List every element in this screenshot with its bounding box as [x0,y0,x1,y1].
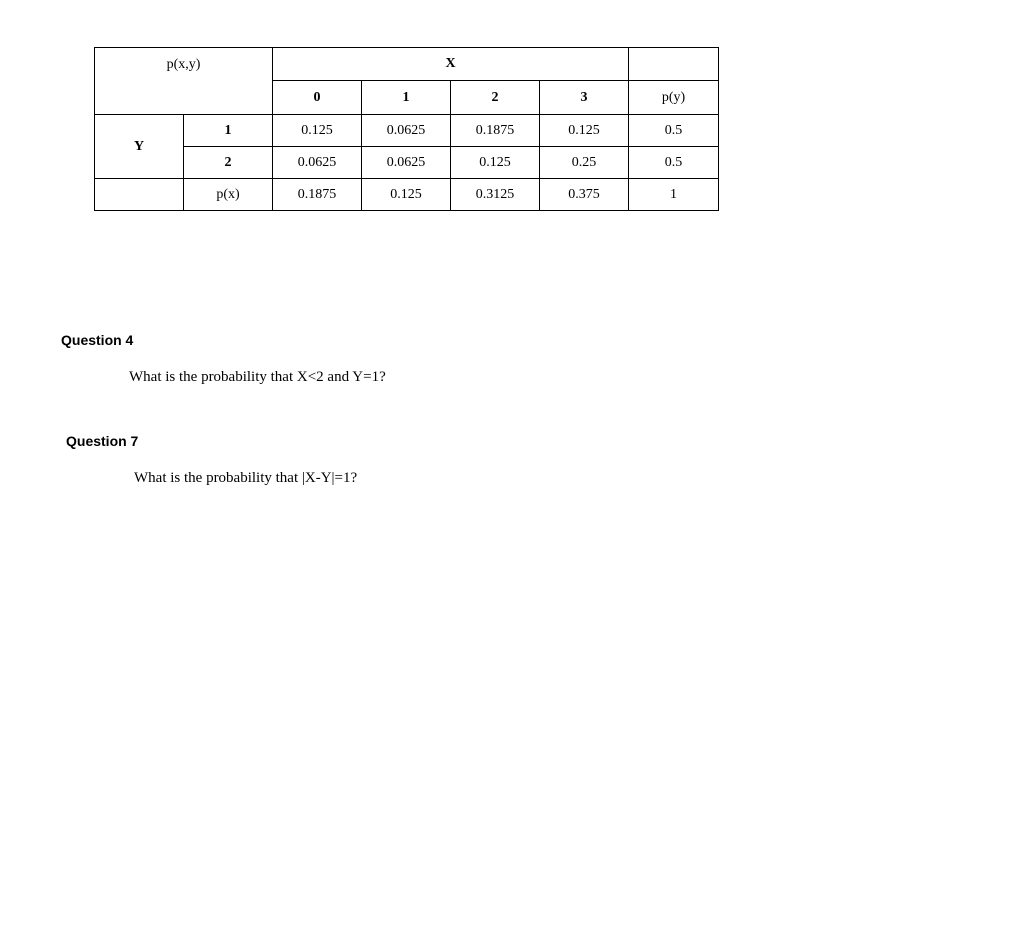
corner-cell [95,48,273,115]
px-cell: 0.375 [540,179,629,211]
question-7-text: What is the probability that |X-Y|=1? [134,470,358,486]
py-cell: 0.5 [629,147,719,179]
py-header: p(y) [629,81,719,115]
y-value-header: 2 [184,147,273,179]
x-value-header: 0 [273,81,362,115]
corner-label: p(x,y) [166,57,201,72]
y-header: Y [95,115,184,179]
x-header: X [273,48,629,81]
x-value-header: 3 [540,81,629,115]
probability-cell: 0.25 [540,147,629,179]
probability-cell: 0.1875 [451,115,540,147]
empty-header-cell [629,48,719,81]
probability-cell: 0.125 [273,115,362,147]
px-header: p(x) [184,179,273,211]
table-row [95,179,719,211]
table-row [95,147,719,179]
table-row [95,115,719,147]
joint-probability-table [94,47,719,211]
probability-cell: 0.0625 [362,147,451,179]
y-value-header: 1 [184,115,273,147]
px-cell: 0.125 [362,179,451,211]
probability-cell: 0.0625 [362,115,451,147]
question-4-heading: Question 4 [61,332,134,348]
question-4-text: What is the probability that X<2 and Y=1? [129,369,386,385]
probability-cell: 0.0625 [273,147,362,179]
total-cell: 1 [629,179,719,211]
x-value-header: 2 [451,81,540,115]
py-cell: 0.5 [629,115,719,147]
probability-cell: 0.125 [540,115,629,147]
probability-cell: 0.125 [451,147,540,179]
empty-cell [95,179,184,211]
px-cell: 0.1875 [273,179,362,211]
question-7-heading: Question 7 [66,433,139,449]
x-value-header: 1 [362,81,451,115]
px-cell: 0.3125 [451,179,540,211]
